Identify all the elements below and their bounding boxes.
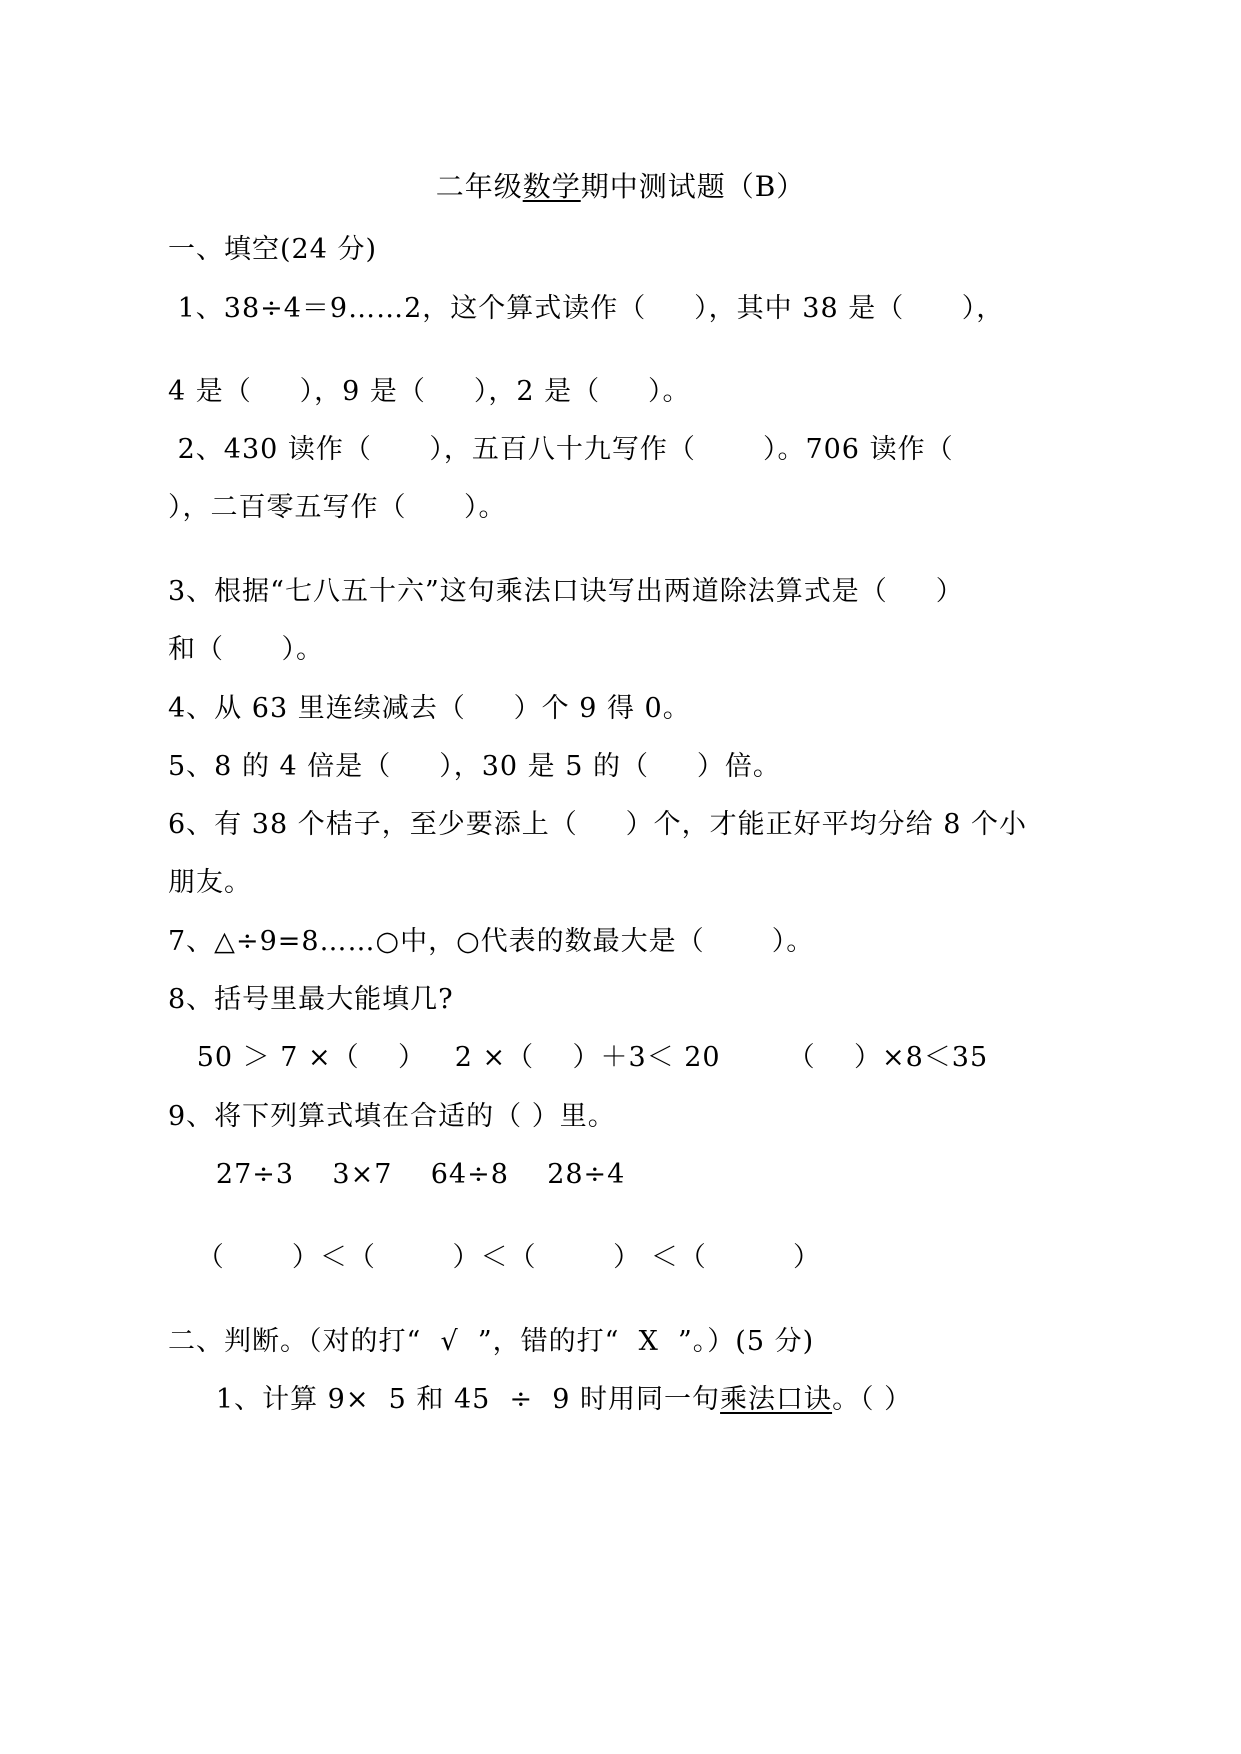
question-5: 5、8 的 4 倍是（ ），30 是 5 的（ ）倍。 [168,751,781,782]
judgment-q1-end: 。（ ） [832,1384,913,1415]
page-title [0,170,1241,204]
judgment-q1-underlined: 乘法口诀 [720,1384,833,1415]
question-1-line-2: 4 是（ ），9 是（ ），2 是（ ）。 [168,376,691,407]
title-grade: 二年级 [435,170,523,203]
section2-heading: 二、判断。（对的打“ √ ”，错的打“ X ”。）(5 分) [168,1326,815,1357]
question-7: 7、△÷9=8……○中，○代表的数最大是（ ）。 [168,926,815,957]
question-8-items: 50 ＞ 7 ×（ ） 2 ×（ ）＋3＜ 20 （ ）×8＜35 [168,1042,989,1073]
title-subject: 数学 [522,170,581,203]
question-9: 9、将下列算式填在合适的（ ）里。 [168,1101,616,1132]
question-4: 4、从 63 里连续减去（ ）个 9 得 0。 [168,693,691,724]
question-8: 8、括号里最大能填几? [168,984,454,1015]
question-3-line-2: 和（ ）。 [168,634,324,665]
question-3-line-1: 3、根据“七八五十六”这句乘法口诀写出两道除法算式是（ ） [168,576,964,607]
question-2-line-2: ），二百零五写作（ ）。 [168,492,507,523]
question-2-line-1: 2、430 读作（ ），五百八十九写作（ ）。706 读作（ [168,434,954,465]
judgment-question-1 [168,1383,912,1417]
question-1-line-1: 1、38÷4＝9……2，这个算式读作（ ），其中 38 是（ ）， [168,293,1005,324]
question-9-answer-boxes: （ ）＜（ ）＜（ ） ＜（ ） [168,1242,821,1273]
judgment-q1-text: 1、计算 9× 5 和 45 ÷ 9 时用同一句 [168,1384,721,1415]
section1-heading: 一、填空(24 分) [168,234,378,265]
question-6-line-2: 朋友。 [168,867,252,898]
title-rest: 期中测试题（B） [580,170,806,203]
question-6-line-1: 6、有 38 个桔子，至少要添上（ ）个，才能正好平均分给 8 个小 [168,809,1027,840]
question-9-expressions: 27÷3 3×7 64÷8 28÷4 [168,1159,626,1190]
